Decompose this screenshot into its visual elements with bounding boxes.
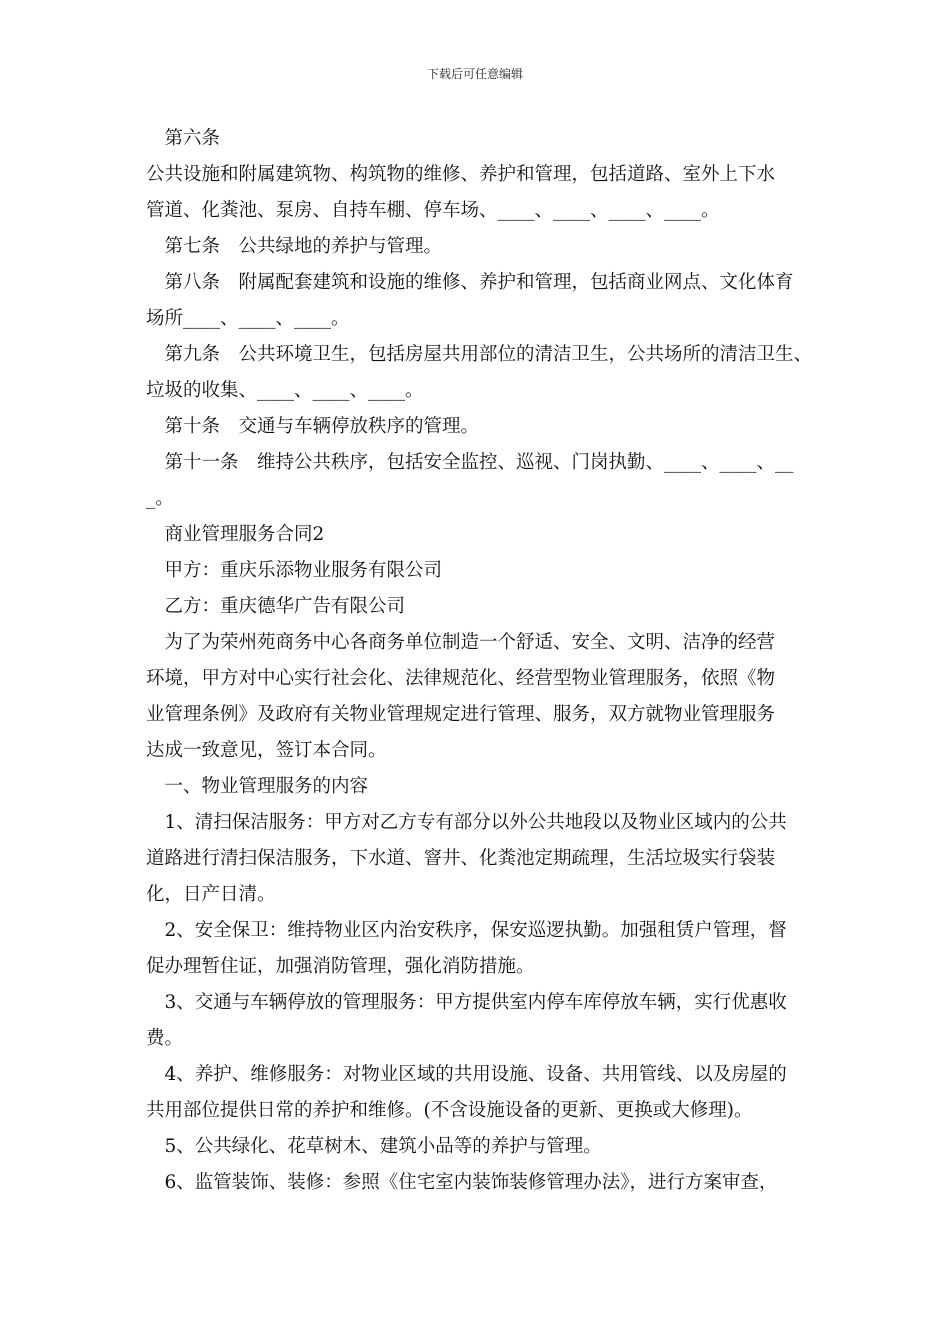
item-2-line-2: 促办理暂住证，加强消防管理，强化消防措施。: [146, 956, 535, 977]
article-11-line-1: 第十一条 维持公共秩序，包括安全监控、巡视、门岗执勤、____、____、__: [146, 452, 794, 473]
article-6-text-line-2: 管道、化粪池、泵房、自持车棚、停车场、____、____、____、____。: [146, 200, 720, 221]
item-4-line-2: 共用部位提供日常的养护和维修。(不含设施设备的更新、更换或大修理)。: [146, 1100, 753, 1121]
article-9-line-1: 第九条 公共环境卫生，包括房屋共用部位的清洁卫生，公共场所的清洁卫生、: [146, 344, 813, 365]
party-b: 乙方：重庆德华广告有限公司: [146, 596, 406, 617]
article-9-line-2: 垃圾的收集、____、____、____。: [146, 380, 424, 401]
item-1-line-2: 道路进行清扫保洁服务，下水道、窨井、化粪池定期疏理，生活垃圾实行袋装: [146, 848, 776, 869]
item-6-line-1: 6、监管装饰、装修：参照《住宅室内装饰装修管理办法》，进行方案审查，: [146, 1172, 778, 1193]
item-2-line-1: 2、安全保卫：维持物业区内治安秩序，保安巡逻执勤。加强租赁户管理，督: [146, 920, 787, 941]
article-8-line-2: 场所____、____、____。: [146, 308, 350, 329]
item-1-line-1: 1、清扫保洁服务：甲方对乙方专有部分以外公共地段以及物业区域内的公共: [146, 812, 787, 833]
article-7: 第七条 公共绿地的养护与管理。: [146, 236, 443, 257]
preamble-line-1: 为了为荣州苑商务中心各商务单位制造一个舒适、安全、文明、洁净的经营: [146, 632, 776, 653]
party-a: 甲方：重庆乐添物业服务有限公司: [146, 560, 443, 581]
preamble-line-4: 达成一致意见，签订本合同。: [146, 740, 387, 761]
article-11-line-2: _。: [146, 488, 174, 509]
section-1-heading: 一、物业管理服务的内容: [146, 776, 369, 797]
article-8-line-1: 第八条 附属配套建筑和设施的维修、养护和管理，包括商业网点、文化体育: [146, 272, 794, 293]
article-6-heading: 第六条: [146, 128, 221, 149]
preamble-line-2: 环境，甲方对中心实行社会化、法律规范化、经营型物业管理服务，依照《物: [146, 668, 776, 689]
item-1-line-3: 化，日产日清。: [146, 884, 276, 905]
contract-title: 商业管理服务合同2: [146, 524, 325, 545]
article-10: 第十条 交通与车辆停放秩序的管理。: [146, 416, 480, 437]
preamble-line-3: 业管理条例》及政府有关物业管理规定进行管理、服务，双方就物业管理服务: [146, 704, 776, 725]
item-4-line-1: 4、养护、维修服务：对物业区域的共用设施、设备、共用管线、以及房屋的: [146, 1064, 787, 1085]
page-header-note: 下载后可任意编辑: [426, 67, 523, 81]
item-3-line-1: 3、交通与车辆停放的管理服务：甲方提供室内停车库停放车辆，实行优惠收: [146, 992, 787, 1013]
document-body: [146, 121, 813, 1201]
article-6-text-line-1: 公共设施和附属建筑物、构筑物的维修、养护和管理，包括道路、室外上下水: [146, 164, 776, 185]
item-5: 5、公共绿化、花草树木、建筑小品等的养护与管理。: [146, 1136, 602, 1157]
item-3-line-2: 费。: [146, 1028, 184, 1049]
